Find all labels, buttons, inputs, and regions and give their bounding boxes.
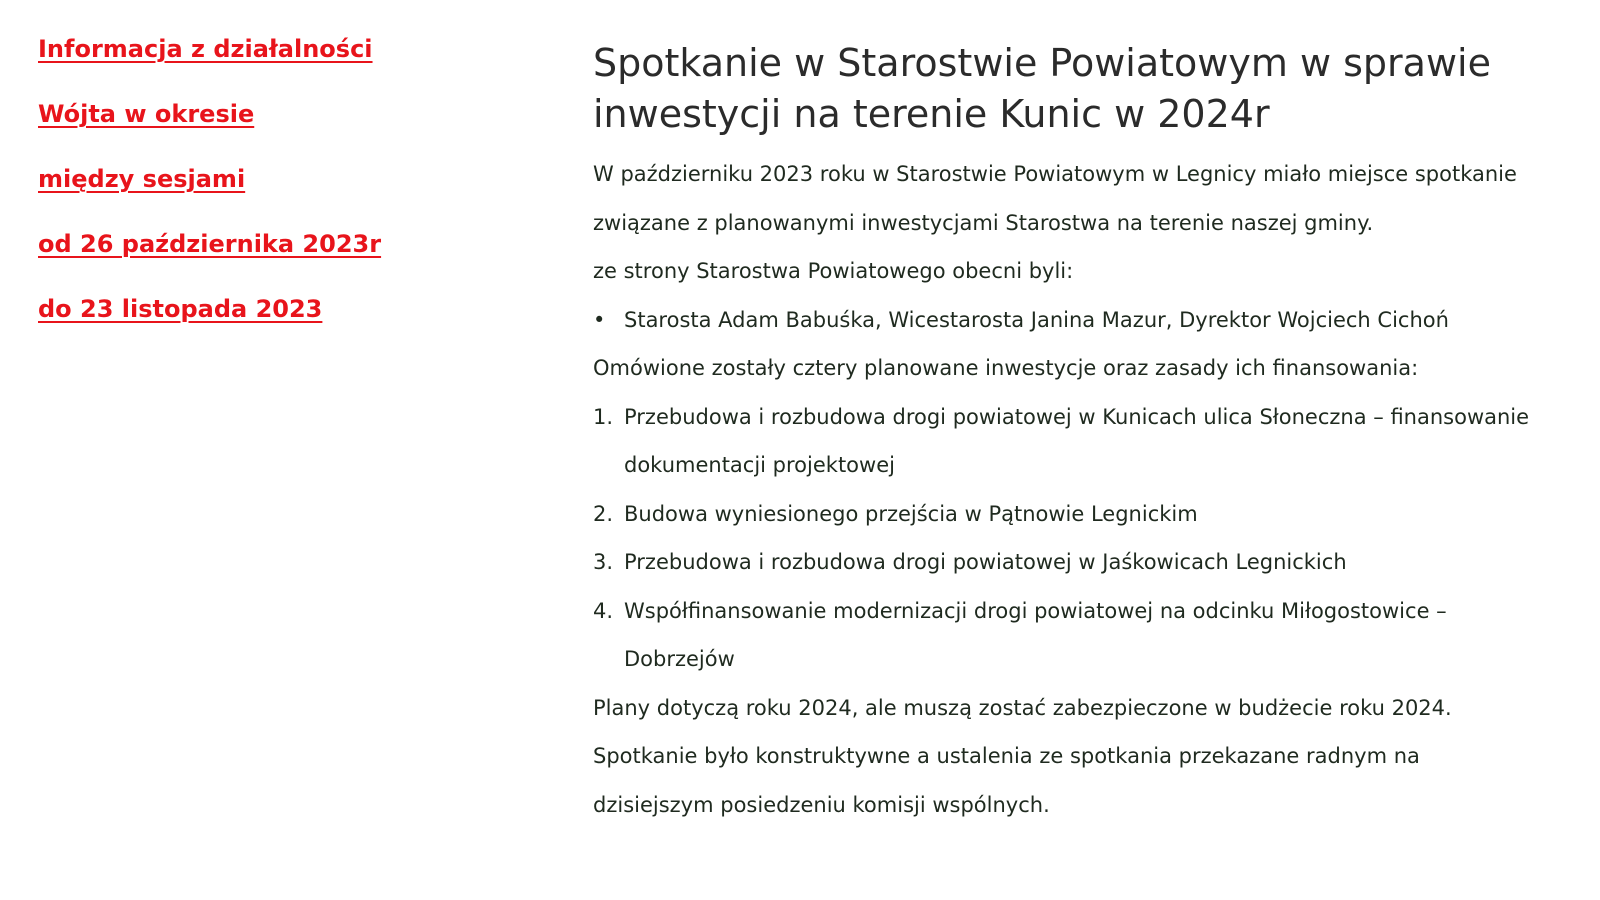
investments-heading: Omówione zostały cztery planowane inwestycje oraz zasady ich finansowania:: [593, 356, 1419, 380]
page-title: Spotkanie w Starostwie Powiatowym w sprawie inwestycji na terenie Kunic w 2024r: [593, 41, 1491, 136]
investment-text: Współfinansowanie modernizacji drogi powiatowej na odcinku Miłogostowice – Dobrzejów: [624, 598, 1447, 671]
attendees-text: Starosta Adam Babuśka, Wicestarosta Janina Mazur, Dyrektor Wojciech Cichoń: [624, 307, 1449, 332]
investment-item-4: [593, 587, 1543, 684]
plans-paragraph: Plany dotyczą roku 2024, ale muszą zostać zabezpieczone w budżecie roku 2024.: [593, 695, 1452, 720]
body-text: [593, 150, 1543, 829]
investment-item-3: [593, 538, 1543, 587]
list-number: 2.: [593, 501, 614, 526]
attendees-list-item: [593, 296, 1543, 345]
sidebar-line-3[interactable]: między sesjami: [38, 165, 246, 193]
investment-item-2: [593, 490, 1543, 539]
investment-text: Budowa wyniesionego przejścia w Pątnowie Legnickim: [624, 501, 1198, 526]
sidebar-info: [38, 34, 518, 359]
list-number: 1.: [593, 404, 614, 429]
attendees-heading: ze strony Starostwa Powiatowego obecni byli:: [593, 259, 1074, 283]
sidebar-line-4[interactable]: od 26 października 2023r: [38, 230, 382, 258]
bullet-marker: •: [593, 307, 606, 332]
sidebar-line-5[interactable]: do 23 listopada 2023: [38, 295, 323, 323]
intro-paragraph: W październiku 2023 roku w Starostwie Powiatowym w Legnicy miało miejsce spotkanie związane z planowanymi inwestycjami Starostwa na terenie naszej gminy.: [593, 162, 1517, 235]
summary-paragraph: Spotkanie było konstruktywne a ustalenia ze spotkania przekazane radnym na dzisiejszym posiedzeniu komisji wspólnych.: [593, 744, 1420, 817]
list-number: 3.: [593, 550, 614, 574]
investment-text: Przebudowa i rozbudowa drogi powiatowej w Jaśkowicach Legnickich: [624, 550, 1347, 574]
list-number: 4.: [593, 598, 614, 623]
main-content: [593, 38, 1543, 829]
investment-text: Przebudowa i rozbudowa drogi powiatowej w Kunicach ulica Słoneczna – finansowanie dokumentacji projektowej: [624, 404, 1530, 477]
sidebar-line-1[interactable]: Informacja z działalności: [38, 35, 373, 63]
investment-item-1: [593, 393, 1543, 490]
sidebar-line-2[interactable]: Wójta w okresie: [38, 100, 255, 128]
